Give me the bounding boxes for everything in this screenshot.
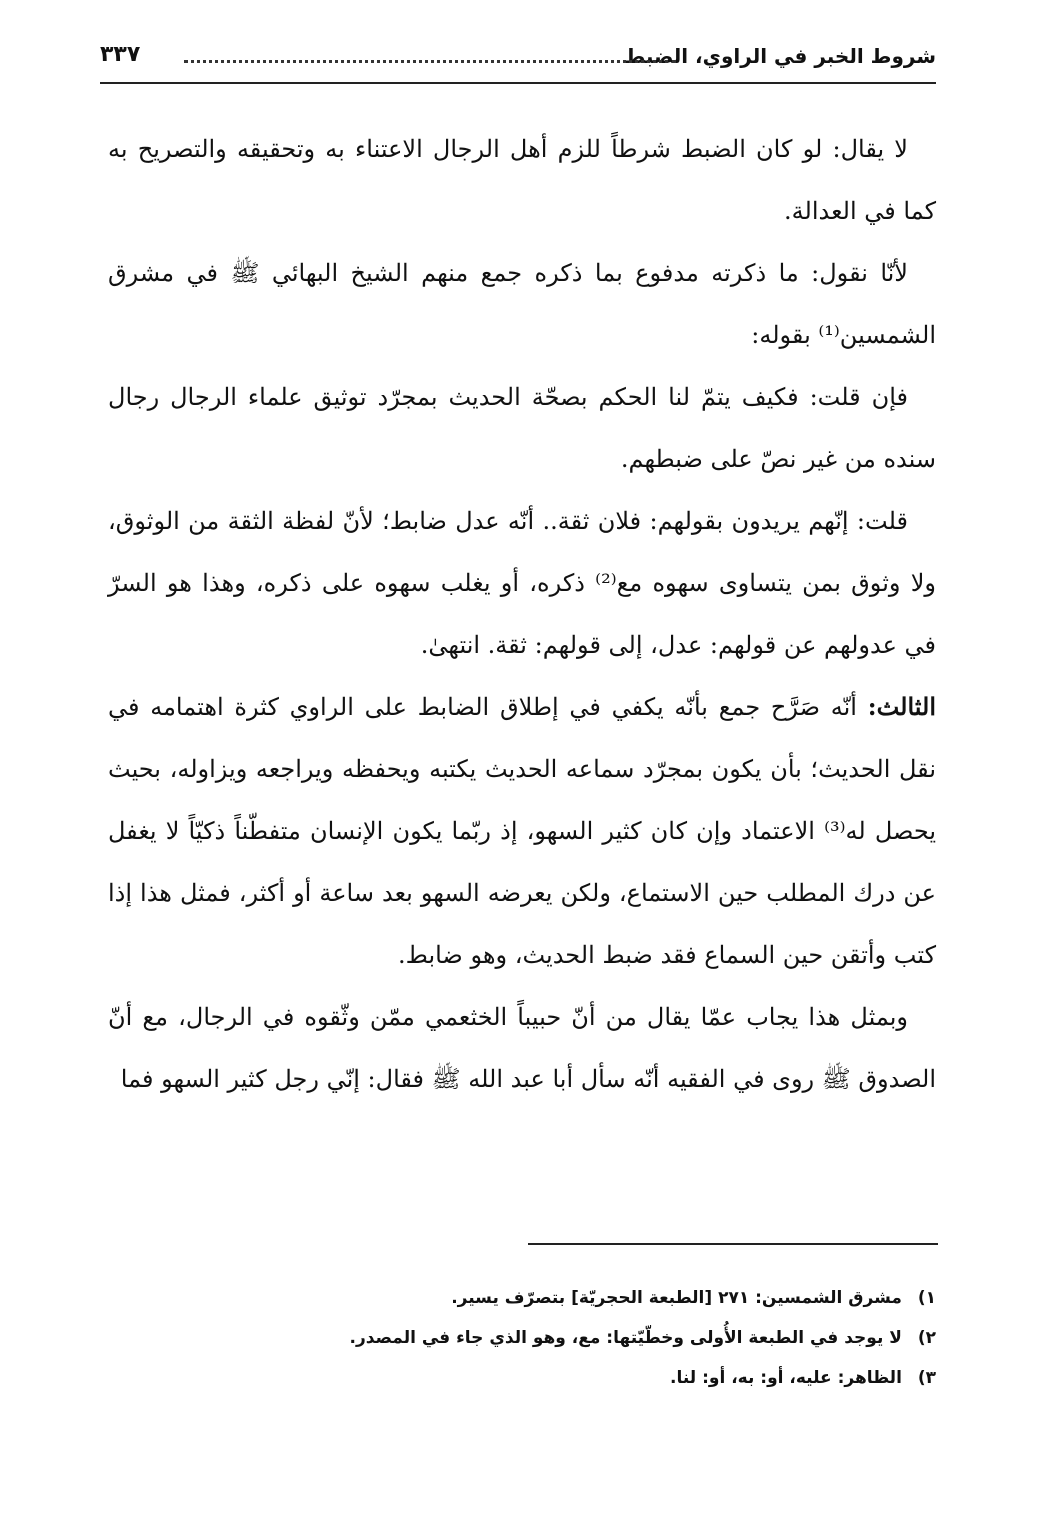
footnote [300,1278,936,1318]
paragraph-text: أنّه صَرَّح جمع بأنّه يكفي في إطلاق الضابط على الراوي كثرة اهتمامه في نقل الحديث؛ بأن يكون بمجرّد سماعه الحديث يكتبه ويحفظه ويراجعه ويزاوله، بحيث يحصل له⁽³⁾ الاعتماد وإن كان كثير السهو، إذ ربّما يكون الإنسان متفطّناً ذكيّاً لا يغفل عن درك المطلب حين الاستماع، ولكن يعرضه السهو بعد ساعة أو أكثر، فمثل هذا إذا كتب وأتقن حين السماع فقد ضبط الحديث، وهو ضابط. [108,693,936,969]
paragraph [108,118,936,242]
paragraph-text: لا يقال: لو كان الضبط شرطاً للزم أهل الرجال الاعتناء به وتحقيقه والتصريح به كما في العدالة. [108,135,936,225]
paragraph [108,242,936,366]
paragraph [108,490,936,676]
paragraph-text: لأنّا نقول: ما ذكرته مدفوع بما ذكره جمع منهم الشيخ البهائي ﷺ في مشرق الشمسين⁽¹⁾ بقوله: [108,259,936,349]
paragraph [108,676,936,986]
footnotes [300,1278,936,1398]
footnote [300,1358,936,1398]
paragraph [108,366,936,490]
footnote-text: الظاهر: عليه، أو: به، أو: لنا. [670,1368,902,1388]
footnote-mark: ٢) [917,1328,936,1348]
footnote [300,1318,936,1358]
footnote-text: لا يوجد في الطبعة الأُولى وخطّيّتها: مع، وهو الذي جاء في المصدر. [349,1328,902,1348]
header-leader-dots [184,60,676,63]
paragraph-text: فإن قلت: فكيف يتمّ لنا الحكم بصحّة الحديث بمجرّد توثيق علماء الرجال رجال سنده من غير نصّ على ضبطهم. [108,383,936,473]
running-title: شروط الخبر في الراوي، الضبط [624,44,936,68]
paragraph-lead: الثالث: [867,692,937,721]
running-header [100,42,936,84]
main-text [108,118,936,1110]
footnote-mark: ١) [917,1288,936,1308]
footnote-text: مشرق الشمسين: ٢٧١ [الطبعة الحجريّة] بتصرّف يسير. [451,1288,902,1308]
page-number: ٣٣٧ [100,42,141,67]
paragraph-text: وبمثل هذا يجاب عمّا يقال من أنّ حبيباً الخثعمي ممّن وثّقوه في الرجال، مع أنّ الصدوق ﷺ روى في الفقيه أنّه سأل أبا عبد الله ﷺ فقال: إنّي رجل كثير السهو فما [108,1003,936,1093]
paragraph-text: قلت: إنّهم يريدون بقولهم: فلان ثقة.. أنّه عدل ضابط؛ لأنّ لفظة الثقة من الوثوق، ولا وثوق بمن يتساوى سهوه مع⁽²⁾ ذكره، أو يغلب سهوه على ذكره، وهذا هو السرّ في عدولهم عن قولهم: عدل، إلى قولهم: ثقة. انتهىٰ. [108,507,936,659]
paragraph [108,986,936,1110]
footnote-separator [528,1243,938,1245]
footnote-mark: ٣) [917,1368,936,1388]
